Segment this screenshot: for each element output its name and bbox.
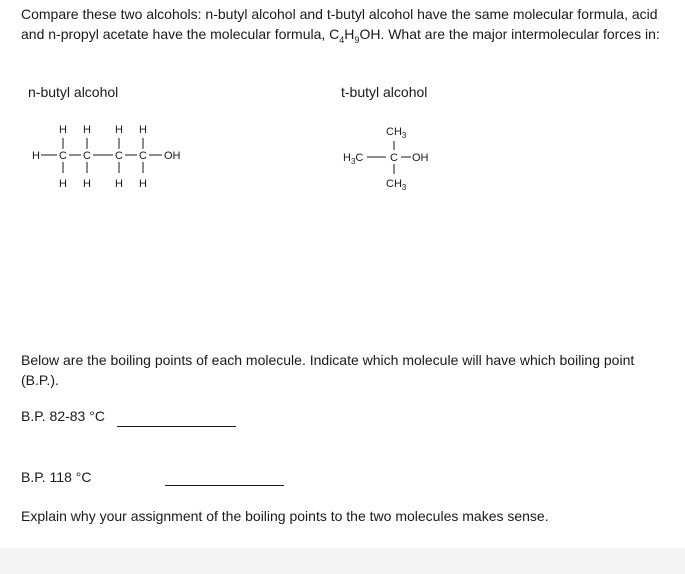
atom-c: C	[139, 150, 147, 162]
atom-h: H	[115, 124, 123, 136]
question-suffix: OH. What are the major intermolecular forces in:	[359, 26, 660, 42]
explain-prompt: Explain why your assignment of the boiling points to the two molecules makes sense.	[21, 508, 549, 524]
atom-h3c: $H_3C$	[343, 152, 364, 166]
atom-h: H	[59, 124, 67, 136]
formula-subscript-4: 4	[339, 34, 345, 45]
atom-c: C	[59, 150, 67, 162]
atom-h: H	[59, 178, 67, 190]
atom-h: H	[139, 124, 147, 136]
t-butyl-alcohol-label: t-butyl alcohol	[341, 84, 428, 100]
atom-h: H	[115, 178, 123, 190]
atom-c: C	[83, 150, 91, 162]
atom-c: C	[115, 150, 123, 162]
boiling-point-1-answer-blank[interactable]	[117, 426, 236, 427]
boiling-point-2-label: B.P. 118 °C	[21, 469, 92, 485]
t-butyl-alcohol-structure	[343, 126, 429, 192]
atom-c: C	[390, 152, 398, 164]
n-butyl-alcohol-structure	[32, 124, 181, 190]
formula-subscript-9: 9	[354, 34, 360, 45]
atom-h: H	[139, 178, 147, 190]
formula-hydrogen: H	[344, 26, 355, 42]
atom-ch3-top: $CH_3$	[386, 126, 407, 140]
atom-h: H	[83, 124, 91, 136]
page-footer-band	[0, 548, 685, 574]
instructions-text: Below are the boiling points of each molecule. Indicate which molecule will have which boiling point (B.P.).	[21, 352, 635, 388]
boiling-point-2-answer-blank[interactable]	[165, 485, 284, 486]
atom-oh: OH	[164, 150, 181, 162]
atom-h: H	[32, 150, 40, 162]
n-butyl-alcohol-label: n-butyl alcohol	[28, 84, 119, 100]
atom-h: H	[83, 178, 91, 190]
question-prefix: Compare these two alcohols: n-butyl alcohol and t-butyl alcohol have the same molecular formula, acid and n-propyl acetate have the molecular formula, C	[21, 6, 658, 42]
atom-oh: OH	[412, 152, 429, 164]
boiling-point-1-label: B.P. 82-83 °C	[21, 408, 105, 424]
atom-ch3-bottom: $CH_3$	[386, 178, 407, 192]
